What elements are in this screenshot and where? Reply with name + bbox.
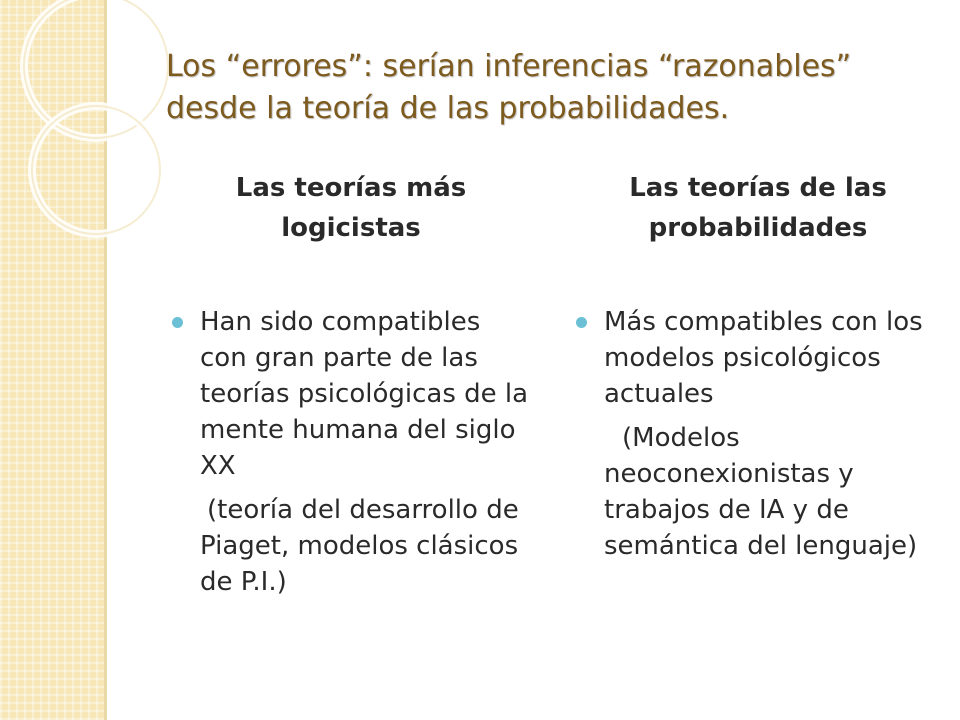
slide-title: Los “errores”: serían inferencias “razonables” desde la teoría de las probabilidades. (166, 49, 852, 126)
bullet-item (574, 304, 926, 564)
column-probabilistic (574, 168, 926, 564)
bullet-dot-icon (172, 317, 183, 328)
bullet-dot-icon (576, 317, 587, 328)
column-heading: Las teorías de las probabilidades (629, 173, 887, 243)
decorative-ring-small-outline (32, 106, 160, 234)
bullet-item (170, 304, 532, 600)
bullet-list (170, 304, 532, 600)
column-logicist (170, 168, 532, 600)
decorative-ring-large-outline (24, 0, 168, 138)
bullet-list (574, 304, 926, 564)
column-heading: Las teorías más logicistas (235, 173, 467, 243)
bullet-text: Han sido compatibles con gran parte de las teorías psicológicas de la mente humana del siglo XX (200, 307, 529, 481)
bullet-subtext: (teoría del desarrollo de Piaget, modelos clásicos de P.I.) (200, 495, 519, 597)
bullet-text: Más compatibles con los modelos psicológicos actuales (604, 307, 923, 409)
bullet-subtext: (Modelos neoconexionistas y trabajos de IA y de semántica del lenguaje) (604, 423, 918, 561)
